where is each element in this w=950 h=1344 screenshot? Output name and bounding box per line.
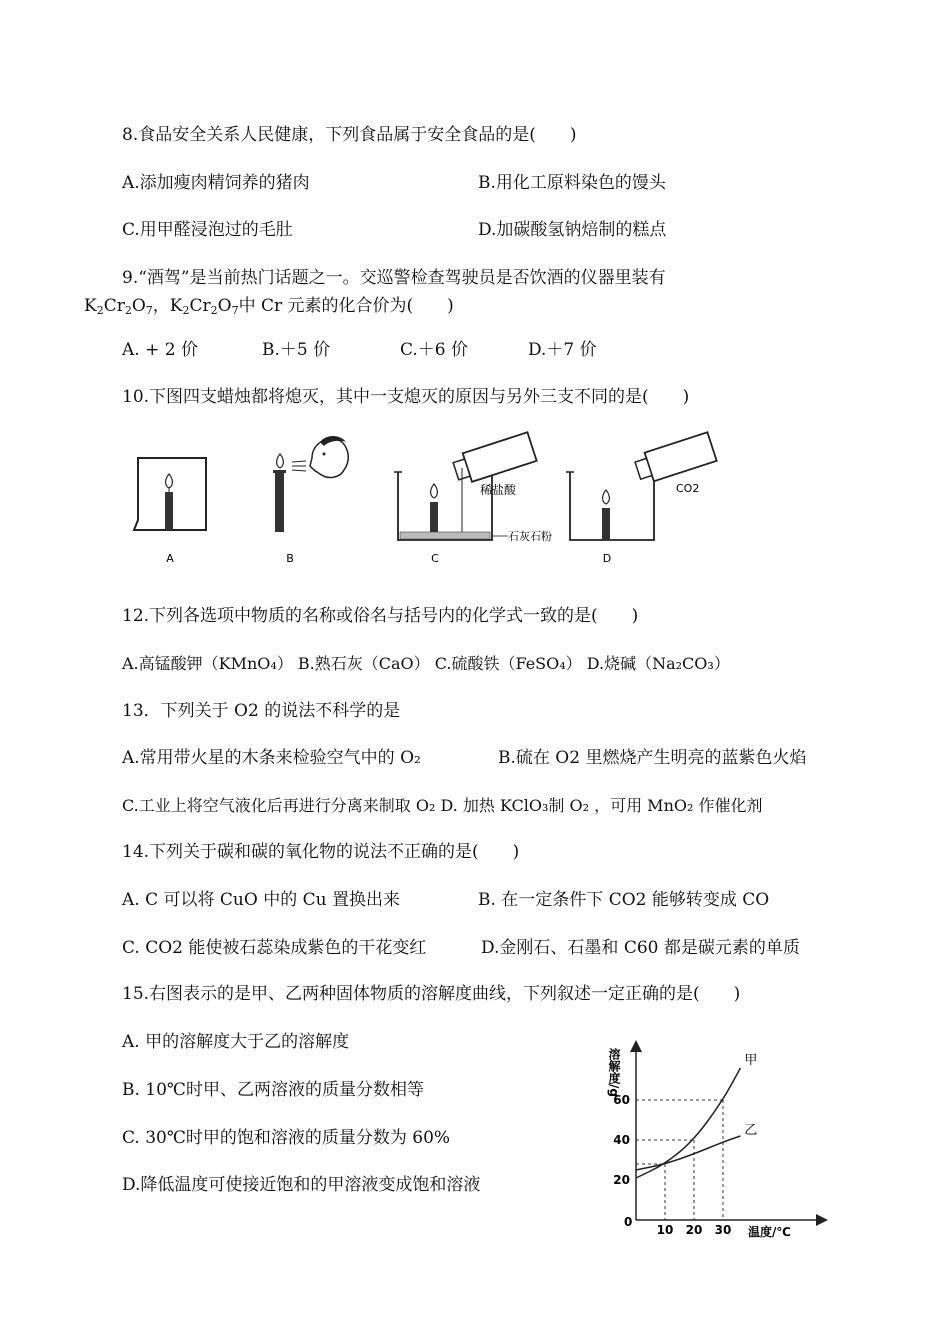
- label-b: B: [286, 552, 294, 565]
- co2-label: CO2: [676, 482, 700, 495]
- label-a: A: [166, 552, 174, 565]
- q9-option-a: A. + 2 价: [122, 340, 198, 360]
- x-axis-label: 温度/℃: [748, 1225, 791, 1239]
- q8-option-b: B.用化工原料染色的馒头: [478, 173, 666, 193]
- q13-option-b: B.硫在 O2 里燃烧产生明亮的蓝紫色火焰: [498, 748, 807, 768]
- q15-option-c: C. 30℃时甲的饱和溶液的质量分数为 60%: [122, 1128, 451, 1148]
- q15-option-b: B. 10℃时甲、乙两溶液的质量分数相等: [122, 1080, 424, 1100]
- q15-option-d: D.降低温度可使接近饱和的甲溶液变成饱和溶液: [122, 1175, 481, 1195]
- label-d: D: [602, 552, 612, 565]
- dilute-hcl-label: 稀盐酸: [480, 483, 517, 497]
- series-line-0: [636, 1068, 740, 1178]
- q14-option-a: A. C 可以将 CuO 中的 Cu 置换出来: [122, 890, 400, 910]
- y-tick-40: 40: [613, 1133, 630, 1147]
- q13-option-cd: C.工业上将空气液化后再进行分离来制取 O₂ D. 加热 KClO₃制 O₂ ，可用 MnO₂ 作催化剂: [122, 796, 763, 815]
- label-c: C: [431, 552, 439, 565]
- solubility-chart: [600, 1040, 830, 1240]
- x-tick-10: 10: [656, 1223, 674, 1237]
- origin-label: 0: [624, 1215, 633, 1229]
- q14-stem: 14.下列关于碳和碳的氧化物的说法不正确的是( ): [122, 842, 520, 862]
- q9-option-b: B.＋5 价: [262, 340, 331, 360]
- candle-a-figure: [134, 458, 206, 565]
- q8-option-a: A.添加瘦肉精饲养的猪肉: [122, 173, 310, 193]
- x-tick-30: 30: [714, 1223, 732, 1237]
- q9-option-c: C.＋6 价: [400, 340, 469, 360]
- x-tick-20: 20: [685, 1223, 703, 1237]
- series-label-0: 甲: [744, 1053, 758, 1068]
- series-label-1: 乙: [744, 1123, 758, 1138]
- q10-stem: 10.下图四支蜡烛都将熄灭，其中一支熄灭的原因与另外三支不同的是( ): [122, 387, 690, 407]
- q9-stem-line2: $K_2Cr_2O_7$，$K_2Cr_2O_7$中 Cr 元素的化合价为( ): [84, 296, 454, 317]
- q8-option-d: D.加碳酸氢钠焙制的糕点: [478, 220, 667, 240]
- q9-stem-line1: 9.“酒驾”是当前热门话题之一。交巡警检查驾驶员是否饮酒的仪器里装有: [122, 268, 666, 288]
- q14-option-c: C. CO2 能使被石蕊染成紫色的干花变红: [122, 938, 427, 958]
- y-tick-20: 20: [613, 1173, 630, 1187]
- candle-d-figure: [566, 432, 717, 565]
- q12-stem: 12.下列各选项中物质的名称或俗名与括号内的化学式一致的是( ): [122, 606, 639, 626]
- candle-b-figure: [273, 436, 348, 565]
- q14-option-b: B. 在一定条件下 CO2 能够转变成 CO: [478, 890, 770, 910]
- q13-stem: 13．下列关于 O2 的说法不科学的是: [122, 701, 401, 721]
- candle-c-figure: [394, 432, 552, 565]
- q13-option-a: A.常用带火星的木条来检验空气中的 O₂: [122, 748, 421, 768]
- limestone-label: 石灰石粉: [508, 530, 552, 543]
- q15-option-a: A. 甲的溶解度大于乙的溶解度: [122, 1032, 350, 1052]
- q8-stem: 8.食品安全关系人民健康，下列食品属于安全食品的是( ): [122, 125, 577, 145]
- q10-candles-figure: [120, 428, 720, 573]
- q8-option-c: C.用甲醛浸泡过的毛肚: [122, 220, 293, 240]
- y-axis-label: 溶解度/g: [607, 1048, 621, 1097]
- q15-stem: 15.右图表示的是甲、乙两种固体物质的溶解度曲线，下列叙述一定正确的是( ): [122, 984, 741, 1004]
- q14-option-d: D.金刚石、石墨和 C60 都是碳元素的单质: [481, 938, 800, 958]
- series-line-1: [636, 1136, 740, 1170]
- q9-option-d: D.＋7 价: [528, 340, 597, 360]
- y-tick-60: 60: [613, 1093, 630, 1107]
- q12-options: A.高锰酸钾（KMnO₄） B.熟石灰（CaO） C.硫酸铁（FeSO₄） D.烧碱（Na₂CO₃）: [122, 654, 730, 673]
